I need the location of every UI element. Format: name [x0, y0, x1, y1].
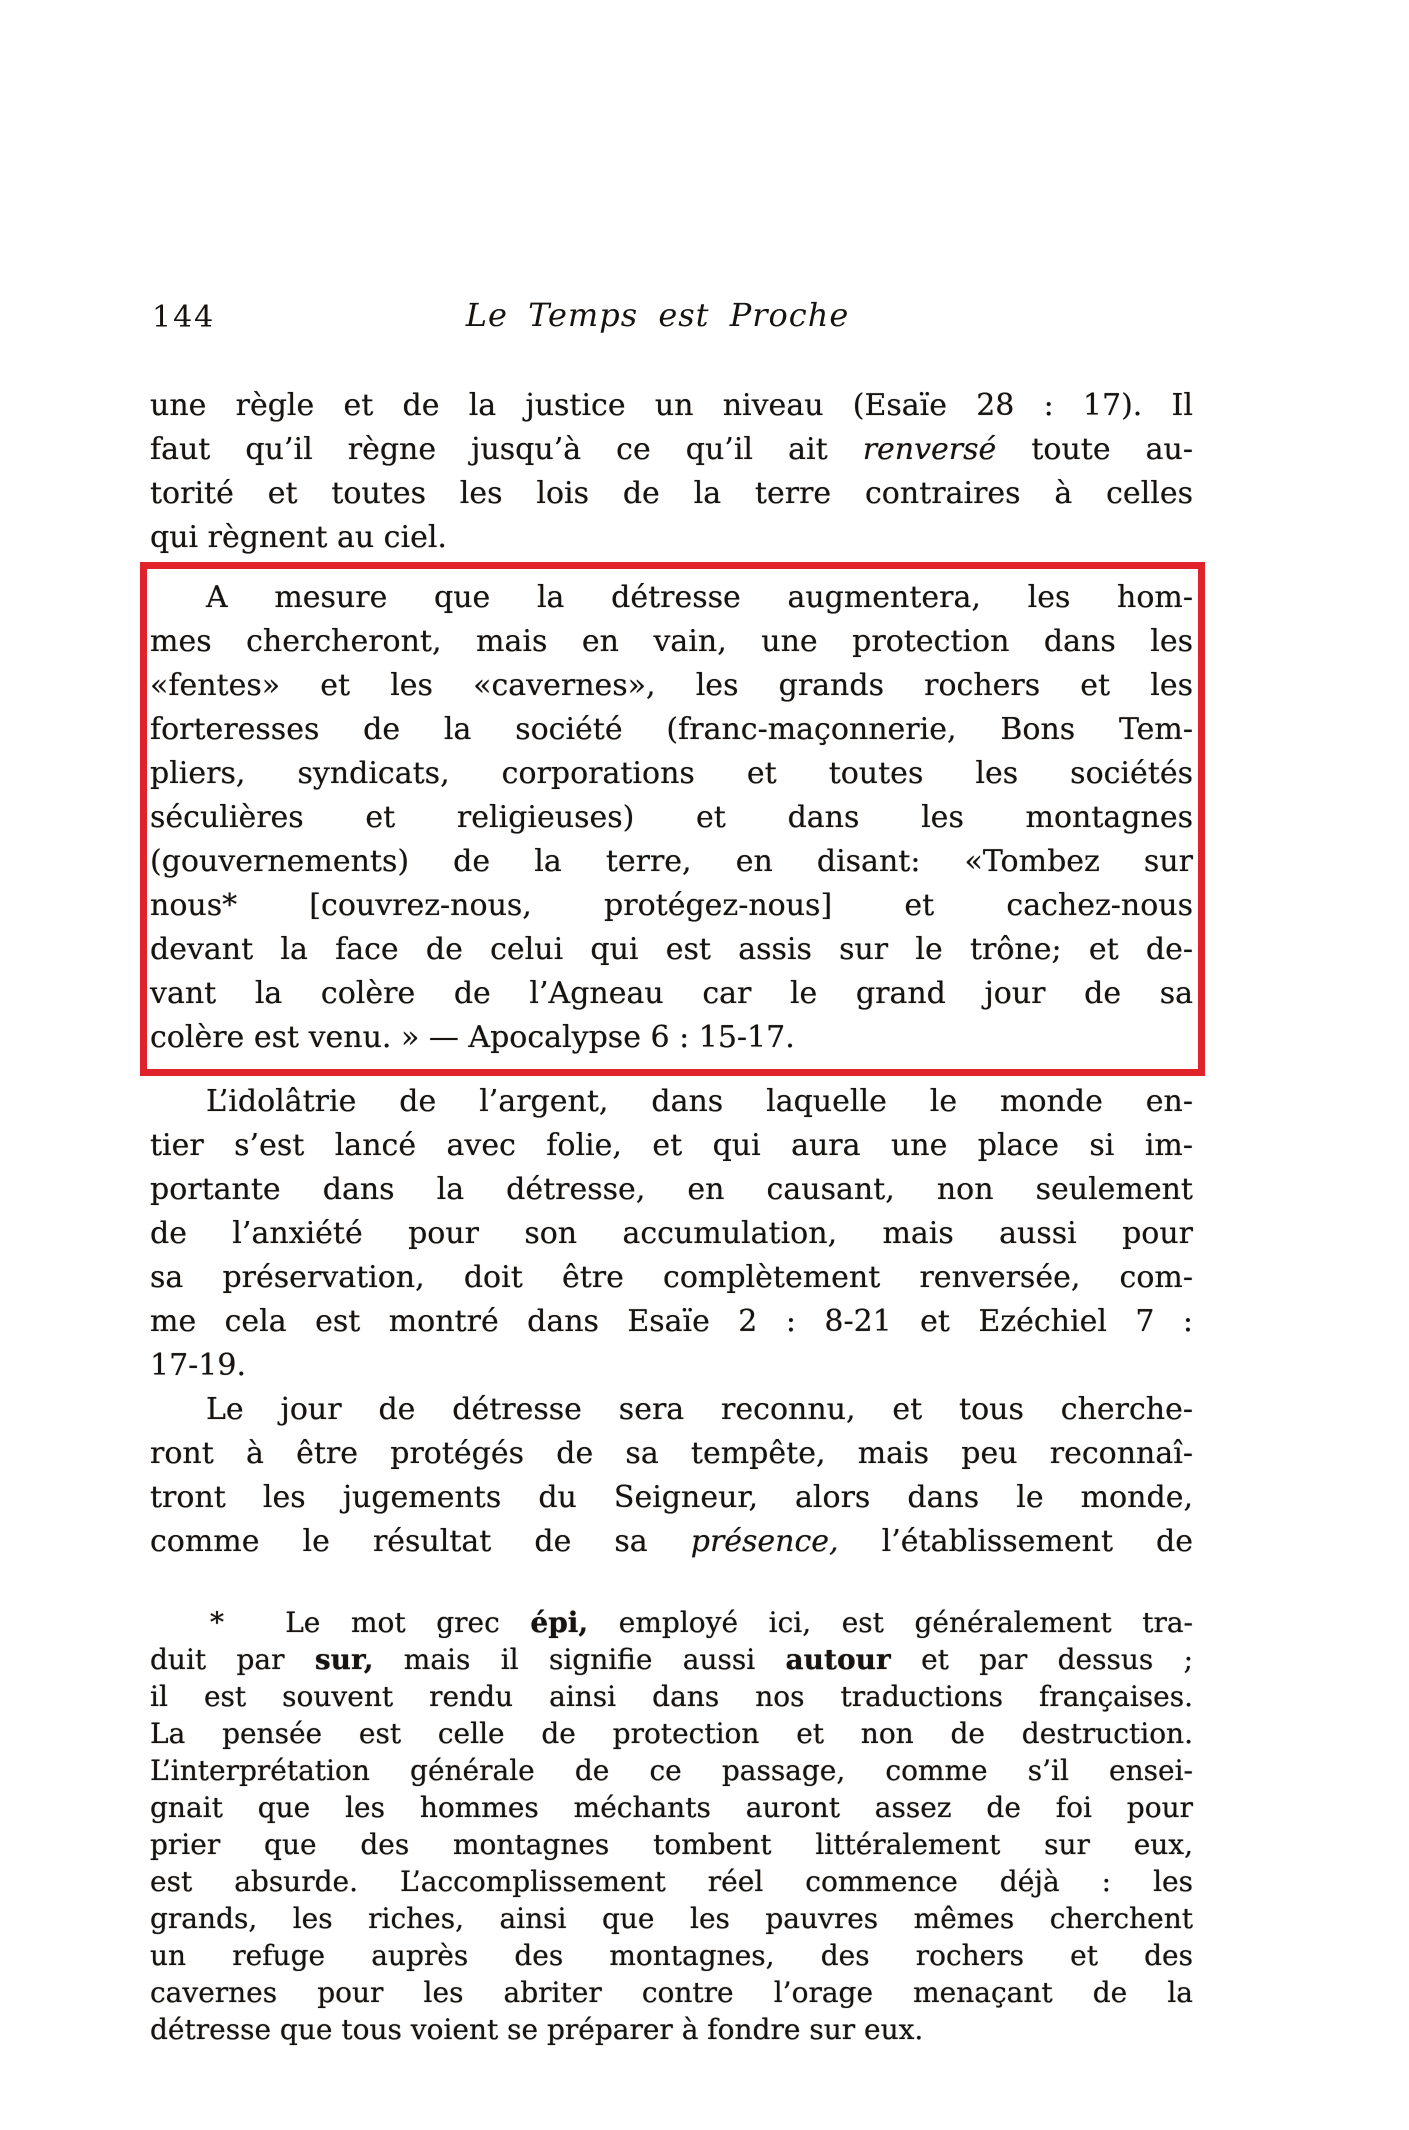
- text-line: [150, 928, 1193, 972]
- text-run: A mesure que la détresse augmentera, les hom-: [206, 580, 1193, 615]
- text-line: [150, 1124, 1193, 1168]
- bold-text: autour: [785, 1643, 891, 1676]
- text-line: [150, 1974, 1193, 2011]
- page-header: [150, 296, 1193, 338]
- text-run: et par dessus ;: [890, 1643, 1193, 1676]
- text-line: [150, 516, 1193, 560]
- text-run: tier s’est lancé avec folie, et qui aura une place si im-: [150, 1128, 1193, 1163]
- text-line: [150, 1752, 1193, 1789]
- text-line: [150, 1080, 1193, 1124]
- text-line: [150, 1256, 1193, 1300]
- text-line: [150, 1432, 1193, 1476]
- text-run: grands, les riches, ainsi que les pauvres mêmes cherchent: [150, 1902, 1193, 1935]
- text-run: duit par: [150, 1643, 315, 1676]
- text-line: [150, 796, 1193, 840]
- text-run: toute au-: [996, 432, 1193, 467]
- paragraph-p2-highlighted: [150, 576, 1193, 1060]
- text-run: sa préservation, doit être complètement renversée, com-: [150, 1260, 1193, 1295]
- bold-text: épi,: [530, 1606, 589, 1639]
- text-run: nous* [couvrez-nous, protégez-nous] et cachez-nous: [150, 888, 1193, 923]
- text-line: [150, 884, 1193, 928]
- italic-text: renversé: [862, 432, 997, 467]
- text-run: colère est venu. » — Apocalypse 6 : 15-17.: [150, 1020, 795, 1055]
- text-run: prier que des montagnes tombent littéralement sur eux,: [150, 1828, 1193, 1861]
- text-line: [150, 1212, 1193, 1256]
- body-text: [150, 384, 1193, 1564]
- text-run: l’établissement de: [838, 1524, 1194, 1559]
- text-line: [150, 708, 1193, 752]
- text-run: L’interprétation générale de ce passage, comme s’il ensei-: [150, 1754, 1193, 1787]
- text-line: [150, 428, 1193, 472]
- text-run: employé ici, est généralement tra-: [588, 1606, 1193, 1639]
- text-line: [150, 2011, 1193, 2048]
- text-run: détresse que tous voient se préparer à fondre sur eux.: [150, 2013, 924, 2046]
- text-run: La pensée est celle de protection et non de destruction.: [150, 1717, 1193, 1750]
- text-line: [150, 1641, 1193, 1678]
- text-line: [150, 840, 1193, 884]
- text-run: mais il signifie aussi: [373, 1643, 786, 1676]
- text-line: [150, 1016, 1193, 1060]
- text-run: me cela est montré dans Esaïe 2 : 8-21 et Ezéchiel 7 :: [150, 1304, 1193, 1339]
- text-line: [150, 1300, 1193, 1344]
- text-run: pliers, syndicats, corporations et toutes les sociétés: [150, 756, 1193, 791]
- text-run: L’idolâtrie de l’argent, dans laquelle le monde en-: [206, 1084, 1193, 1119]
- text-run: mes chercheront, mais en vain, une protection dans les: [150, 624, 1193, 659]
- text-line: [150, 1388, 1193, 1432]
- text-line: [150, 1476, 1193, 1520]
- text-run: (gouvernements) de la terre, en disant: «Tombez sur: [150, 844, 1193, 879]
- text-run: gnait que les hommes méchants auront assez de foi pour: [150, 1791, 1193, 1824]
- text-run: faut qu’il règne jusqu’à ce qu’il ait: [150, 432, 863, 467]
- text-line: [150, 664, 1193, 708]
- text-run: devant la face de celui qui est assis sur le trône; et de-: [150, 932, 1193, 967]
- text-run: * Le mot grec: [210, 1606, 531, 1639]
- italic-text: présence,: [690, 1524, 839, 1559]
- text-run: une règle et de la justice un niveau (Esaïe 28 : 17). Il: [150, 388, 1193, 423]
- text-line: [150, 384, 1193, 428]
- running-title: Le Temps est Proche: [465, 296, 850, 334]
- text-run: tront les jugements du Seigneur, alors dans le monde,: [150, 1480, 1193, 1515]
- paragraph-p4: [150, 1388, 1193, 1564]
- red-highlight-box: [140, 562, 1205, 1076]
- text-run: vant la colère de l’Agneau car le grand jour de sa: [150, 976, 1193, 1011]
- text-run: cavernes pour les abriter contre l’orage menaçant de la: [150, 1976, 1193, 2009]
- footnote: [150, 1604, 1193, 2048]
- text-line: [150, 1826, 1193, 1863]
- text-line: [150, 1604, 1193, 1641]
- text-run: Le jour de détresse sera reconnu, et tous cherche-: [206, 1392, 1193, 1427]
- paragraph-p1: [150, 384, 1193, 560]
- text-line: [150, 1900, 1193, 1937]
- text-line: [150, 620, 1193, 664]
- text-line: [150, 1715, 1193, 1752]
- text-run: portante dans la détresse, en causant, non seulement: [150, 1172, 1193, 1207]
- text-column: [150, 0, 1193, 2048]
- text-line: [150, 1789, 1193, 1826]
- text-run: est absurde. L’accomplissement réel commence déjà : les: [150, 1865, 1193, 1898]
- text-run: ront à être protégés de sa tempête, mais peu reconnaî-: [150, 1436, 1193, 1471]
- text-run: forteresses de la société (franc-maçonnerie, Bons Tem-: [150, 712, 1193, 747]
- bold-text: sur,: [314, 1643, 374, 1676]
- paragraph-p3: [150, 1080, 1193, 1388]
- text-line: [150, 1344, 1193, 1388]
- text-line: [150, 1678, 1193, 1715]
- text-run: un refuge auprès des montagnes, des rochers et des: [150, 1939, 1193, 1972]
- text-run: de l’anxiété pour son accumulation, mais aussi pour: [150, 1216, 1193, 1251]
- text-line: [150, 1863, 1193, 1900]
- text-line: [150, 1168, 1193, 1212]
- text-run: comme le résultat de sa: [150, 1524, 691, 1559]
- text-run: torité et toutes les lois de la terre contraires à celles: [150, 476, 1193, 511]
- text-run: il est souvent rendu ainsi dans nos traductions françaises.: [150, 1680, 1193, 1713]
- page-number: 144: [152, 300, 216, 335]
- text-line: [150, 576, 1193, 620]
- text-run: qui règnent au ciel.: [150, 520, 447, 555]
- text-run: 17-19.: [150, 1348, 247, 1383]
- text-run: séculières et religieuses) et dans les montagnes: [150, 800, 1193, 835]
- text-run: «fentes» et les «cavernes», les grands rochers et les: [150, 668, 1193, 703]
- text-line: [150, 1937, 1193, 1974]
- text-line: [150, 972, 1193, 1016]
- text-line: [150, 472, 1193, 516]
- text-line: [150, 752, 1193, 796]
- text-line: [150, 1520, 1193, 1564]
